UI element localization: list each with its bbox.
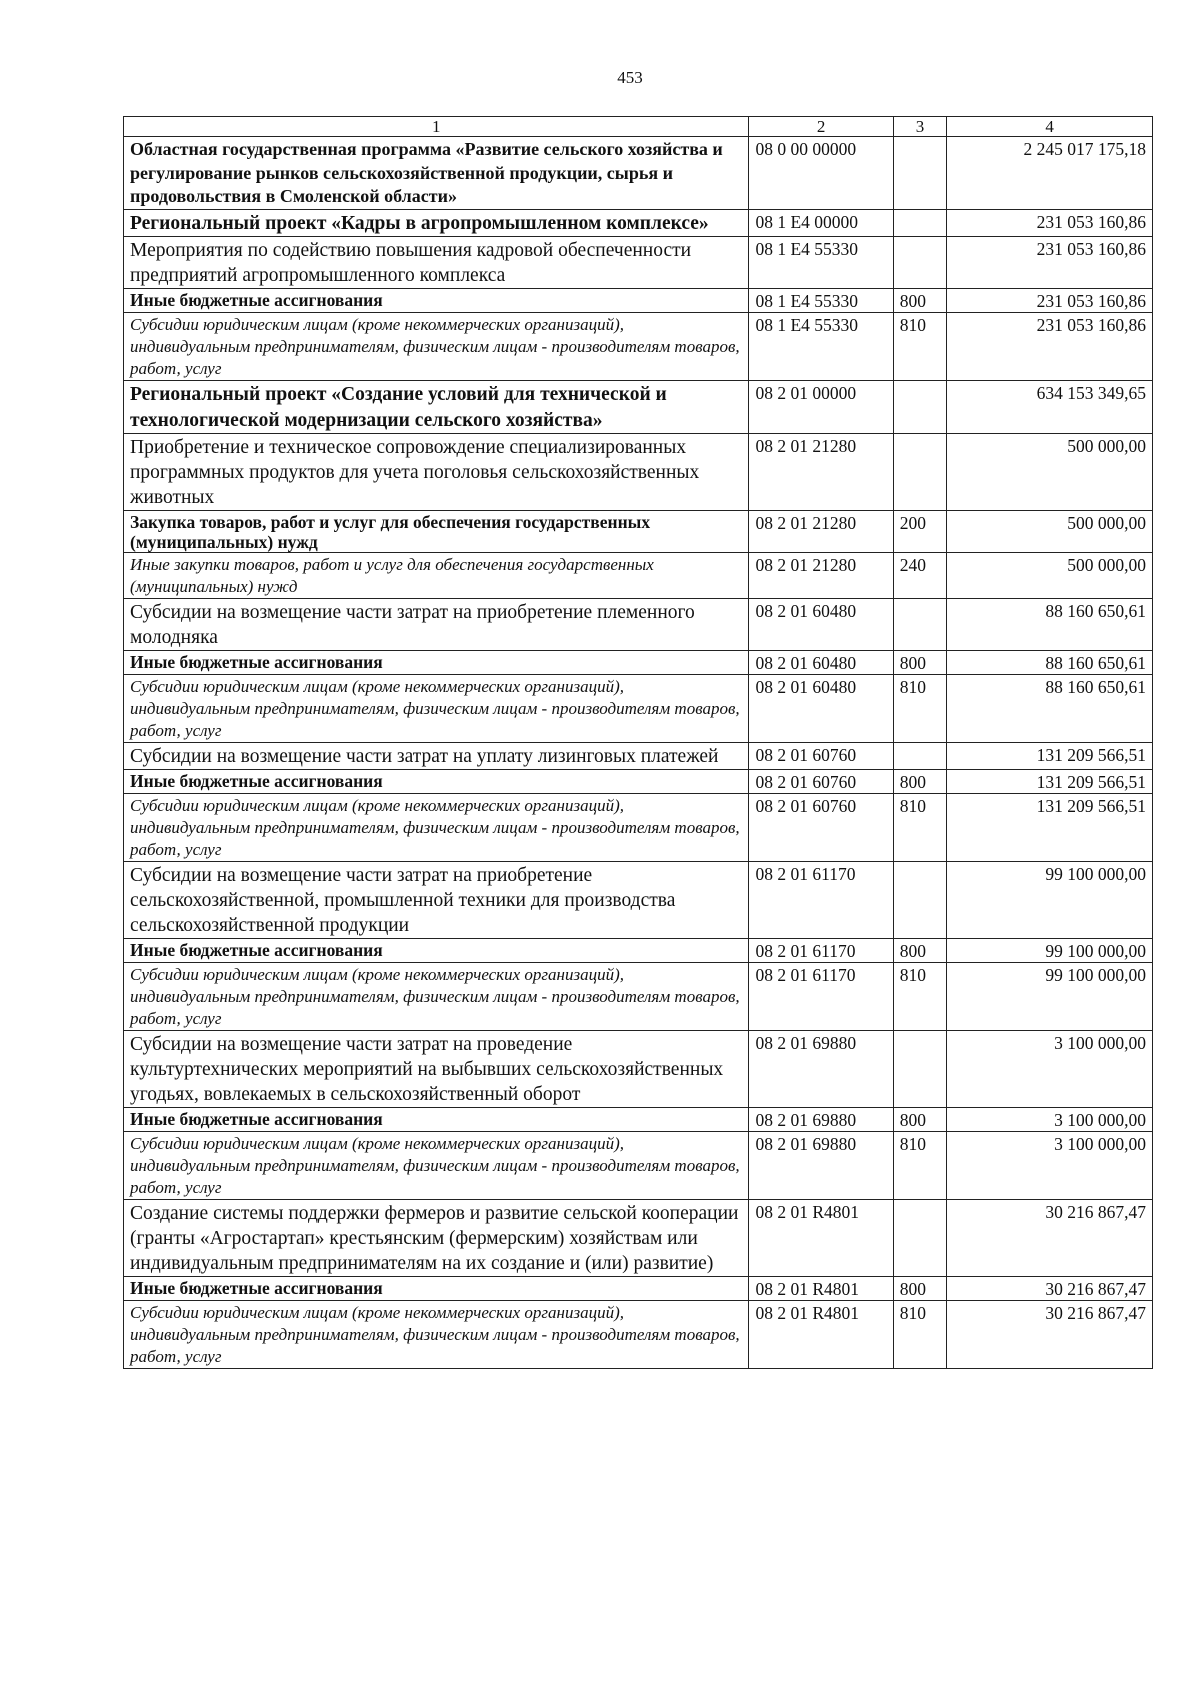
row-amount: 99 100 000,00 (947, 862, 1153, 939)
table-row (124, 237, 1153, 289)
row-amount: 500 000,00 (947, 511, 1153, 553)
row-description: Иные бюджетные ассигнования (124, 770, 749, 794)
row-expense-type: 810 (893, 1301, 946, 1369)
row-code: 08 2 01 21280 (749, 553, 893, 599)
row-code: 08 1 Е4 55330 (749, 237, 893, 289)
row-description: Субсидии юридическим лицам (кроме некоммерческих организаций), индивидуальным предпринимателям, физическим лицам - производителям товаров, работ, услуг (124, 794, 749, 862)
row-amount: 88 160 650,61 (947, 651, 1153, 675)
row-description: Субсидии юридическим лицам (кроме некоммерческих организаций), индивидуальным предпринимателям, физическим лицам - производителям товаров, работ, услуг (124, 313, 749, 381)
row-amount: 634 153 349,65 (947, 381, 1153, 434)
row-description: Иные бюджетные ассигнования (124, 1108, 749, 1132)
row-description: Субсидии на возмещение части затрат на приобретение сельскохозяйственной, промышленной техники для производства сельскохозяйственной продукции (124, 862, 749, 939)
row-code: 08 0 00 00000 (749, 137, 893, 210)
row-expense-type: 810 (893, 963, 946, 1031)
row-amount: 500 000,00 (947, 553, 1153, 599)
table-row (124, 599, 1153, 651)
row-code: 08 2 01 21280 (749, 511, 893, 553)
row-expense-type: 810 (893, 675, 946, 743)
table-row (124, 1108, 1153, 1132)
header-col-3: 3 (893, 117, 946, 137)
row-amount: 500 000,00 (947, 434, 1153, 511)
row-amount: 99 100 000,00 (947, 963, 1153, 1031)
table-row (124, 1200, 1153, 1277)
table-row (124, 651, 1153, 675)
row-code: 08 2 01 61170 (749, 939, 893, 963)
row-expense-type (893, 434, 946, 511)
row-amount: 231 053 160,86 (947, 313, 1153, 381)
header-col-1: 1 (124, 117, 749, 137)
table-row (124, 1132, 1153, 1200)
row-description: Иные бюджетные ассигнования (124, 289, 749, 313)
table-row (124, 209, 1153, 237)
header-col-2: 2 (749, 117, 893, 137)
row-code: 08 2 01 60760 (749, 770, 893, 794)
row-description: Приобретение и техническое сопровождение специализированных программных продуктов для учета поголовья сельскохозяйственных животных (124, 434, 749, 511)
row-code: 08 2 01 61170 (749, 963, 893, 1031)
row-description: Иные закупки товаров, работ и услуг для обеспечения государственных (муниципальных) нужд (124, 553, 749, 599)
row-description: Субсидии на возмещение части затрат на уплату лизинговых платежей (124, 743, 749, 770)
table-row (124, 313, 1153, 381)
row-code: 08 2 01 69880 (749, 1108, 893, 1132)
row-expense-type: 810 (893, 794, 946, 862)
header-row (124, 117, 1153, 137)
row-expense-type (893, 1200, 946, 1277)
row-amount: 131 209 566,51 (947, 794, 1153, 862)
row-expense-type (893, 381, 946, 434)
row-expense-type: 810 (893, 313, 946, 381)
row-expense-type: 800 (893, 1108, 946, 1132)
row-code: 08 2 01 60760 (749, 794, 893, 862)
row-expense-type (893, 1031, 946, 1108)
table-row (124, 137, 1153, 210)
table-row (124, 675, 1153, 743)
row-description: Субсидии на возмещение части затрат на проведение культуртехнических мероприятий на выбывших сельскохозяйственных угодьях, вовлекаемых в сельскохозяйственный оборот (124, 1031, 749, 1108)
table-row (124, 511, 1153, 553)
row-description: Региональный проект «Создание условий для технической и технологической модернизации сельского хозяйства» (124, 381, 749, 434)
table-row (124, 289, 1153, 313)
row-code: 08 1 Е4 55330 (749, 313, 893, 381)
row-description: Субсидии юридическим лицам (кроме некоммерческих организаций), индивидуальным предпринимателям, физическим лицам - производителям товаров, работ, услуг (124, 1301, 749, 1369)
row-expense-type: 800 (893, 289, 946, 313)
row-expense-type (893, 599, 946, 651)
table-row (124, 794, 1153, 862)
row-description: Субсидии юридическим лицам (кроме некоммерческих организаций), индивидуальным предпринимателям, физическим лицам - производителям товаров, работ, услуг (124, 1132, 749, 1200)
row-code: 08 2 01 R4801 (749, 1301, 893, 1369)
row-description: Субсидии на возмещение части затрат на приобретение племенного молодняка (124, 599, 749, 651)
row-code: 08 2 01 60760 (749, 743, 893, 770)
table-row (124, 381, 1153, 434)
row-expense-type: 800 (893, 939, 946, 963)
table-row (124, 434, 1153, 511)
row-code: 08 2 01 69880 (749, 1031, 893, 1108)
row-description: Иные бюджетные ассигнования (124, 939, 749, 963)
table-row (124, 963, 1153, 1031)
row-code: 08 2 01 69880 (749, 1132, 893, 1200)
row-code: 08 2 01 R4801 (749, 1277, 893, 1301)
row-code: 08 1 Е4 00000 (749, 209, 893, 237)
row-expense-type: 240 (893, 553, 946, 599)
row-description: Субсидии юридическим лицам (кроме некоммерческих организаций), индивидуальным предпринимателям, физическим лицам - производителям товаров, работ, услуг (124, 675, 749, 743)
row-code: 08 2 01 21280 (749, 434, 893, 511)
row-description: Региональный проект «Кадры в агропромышленном комплексе» (124, 209, 749, 237)
row-code: 08 2 01 61170 (749, 862, 893, 939)
row-description: Закупка товаров, работ и услуг для обеспечения государственных (муниципальных) нужд (124, 511, 749, 553)
row-expense-type: 800 (893, 651, 946, 675)
row-expense-type (893, 137, 946, 210)
row-description: Областная государственная программа «Развитие сельского хозяйства и регулирование рынков сельскохозяйственной продукции, сырья и продовольствия в Смоленской области» (124, 137, 749, 210)
table-row (124, 553, 1153, 599)
table-row (124, 1031, 1153, 1108)
row-code: 08 2 01 R4801 (749, 1200, 893, 1277)
table-body (124, 117, 1153, 1369)
row-expense-type: 810 (893, 1132, 946, 1200)
page-number: 453 (617, 68, 643, 87)
table-row (124, 743, 1153, 770)
table-row (124, 862, 1153, 939)
row-code: 08 1 Е4 55330 (749, 289, 893, 313)
row-description: Иные бюджетные ассигнования (124, 651, 749, 675)
row-amount: 131 209 566,51 (947, 770, 1153, 794)
row-amount: 3 100 000,00 (947, 1031, 1153, 1108)
table-row (124, 770, 1153, 794)
row-amount: 88 160 650,61 (947, 599, 1153, 651)
row-amount: 231 053 160,86 (947, 289, 1153, 313)
row-amount: 30 216 867,47 (947, 1277, 1153, 1301)
row-description: Мероприятия по содействию повышения кадровой обеспеченности предприятий агропромышленного комплекса (124, 237, 749, 289)
row-code: 08 2 01 60480 (749, 599, 893, 651)
row-amount: 2 245 017 175,18 (947, 137, 1153, 210)
row-amount: 99 100 000,00 (947, 939, 1153, 963)
budget-table (123, 116, 1153, 1369)
row-amount: 3 100 000,00 (947, 1108, 1153, 1132)
row-code: 08 2 01 60480 (749, 675, 893, 743)
row-expense-type (893, 862, 946, 939)
row-expense-type: 800 (893, 770, 946, 794)
row-expense-type (893, 209, 946, 237)
row-amount: 88 160 650,61 (947, 675, 1153, 743)
row-amount: 3 100 000,00 (947, 1132, 1153, 1200)
header-col-4: 4 (947, 117, 1153, 137)
row-amount: 30 216 867,47 (947, 1301, 1153, 1369)
row-expense-type (893, 743, 946, 770)
table-row (124, 939, 1153, 963)
row-description: Субсидии юридическим лицам (кроме некоммерческих организаций), индивидуальным предпринимателям, физическим лицам - производителям товаров, работ, услуг (124, 963, 749, 1031)
row-code: 08 2 01 00000 (749, 381, 893, 434)
row-amount: 131 209 566,51 (947, 743, 1153, 770)
table-row (124, 1277, 1153, 1301)
row-expense-type: 800 (893, 1277, 946, 1301)
row-amount: 30 216 867,47 (947, 1200, 1153, 1277)
table-row (124, 1301, 1153, 1369)
row-description: Иные бюджетные ассигнования (124, 1277, 749, 1301)
row-description: Создание системы поддержки фермеров и развитие сельской кооперации (гранты «Агростартап» крестьянским (фермерским) хозяйствам или индивидуальным предпринимателям на их создание и (или) развитие) (124, 1200, 749, 1277)
row-expense-type (893, 237, 946, 289)
row-code: 08 2 01 60480 (749, 651, 893, 675)
row-amount: 231 053 160,86 (947, 237, 1153, 289)
row-expense-type: 200 (893, 511, 946, 553)
row-amount: 231 053 160,86 (947, 209, 1153, 237)
